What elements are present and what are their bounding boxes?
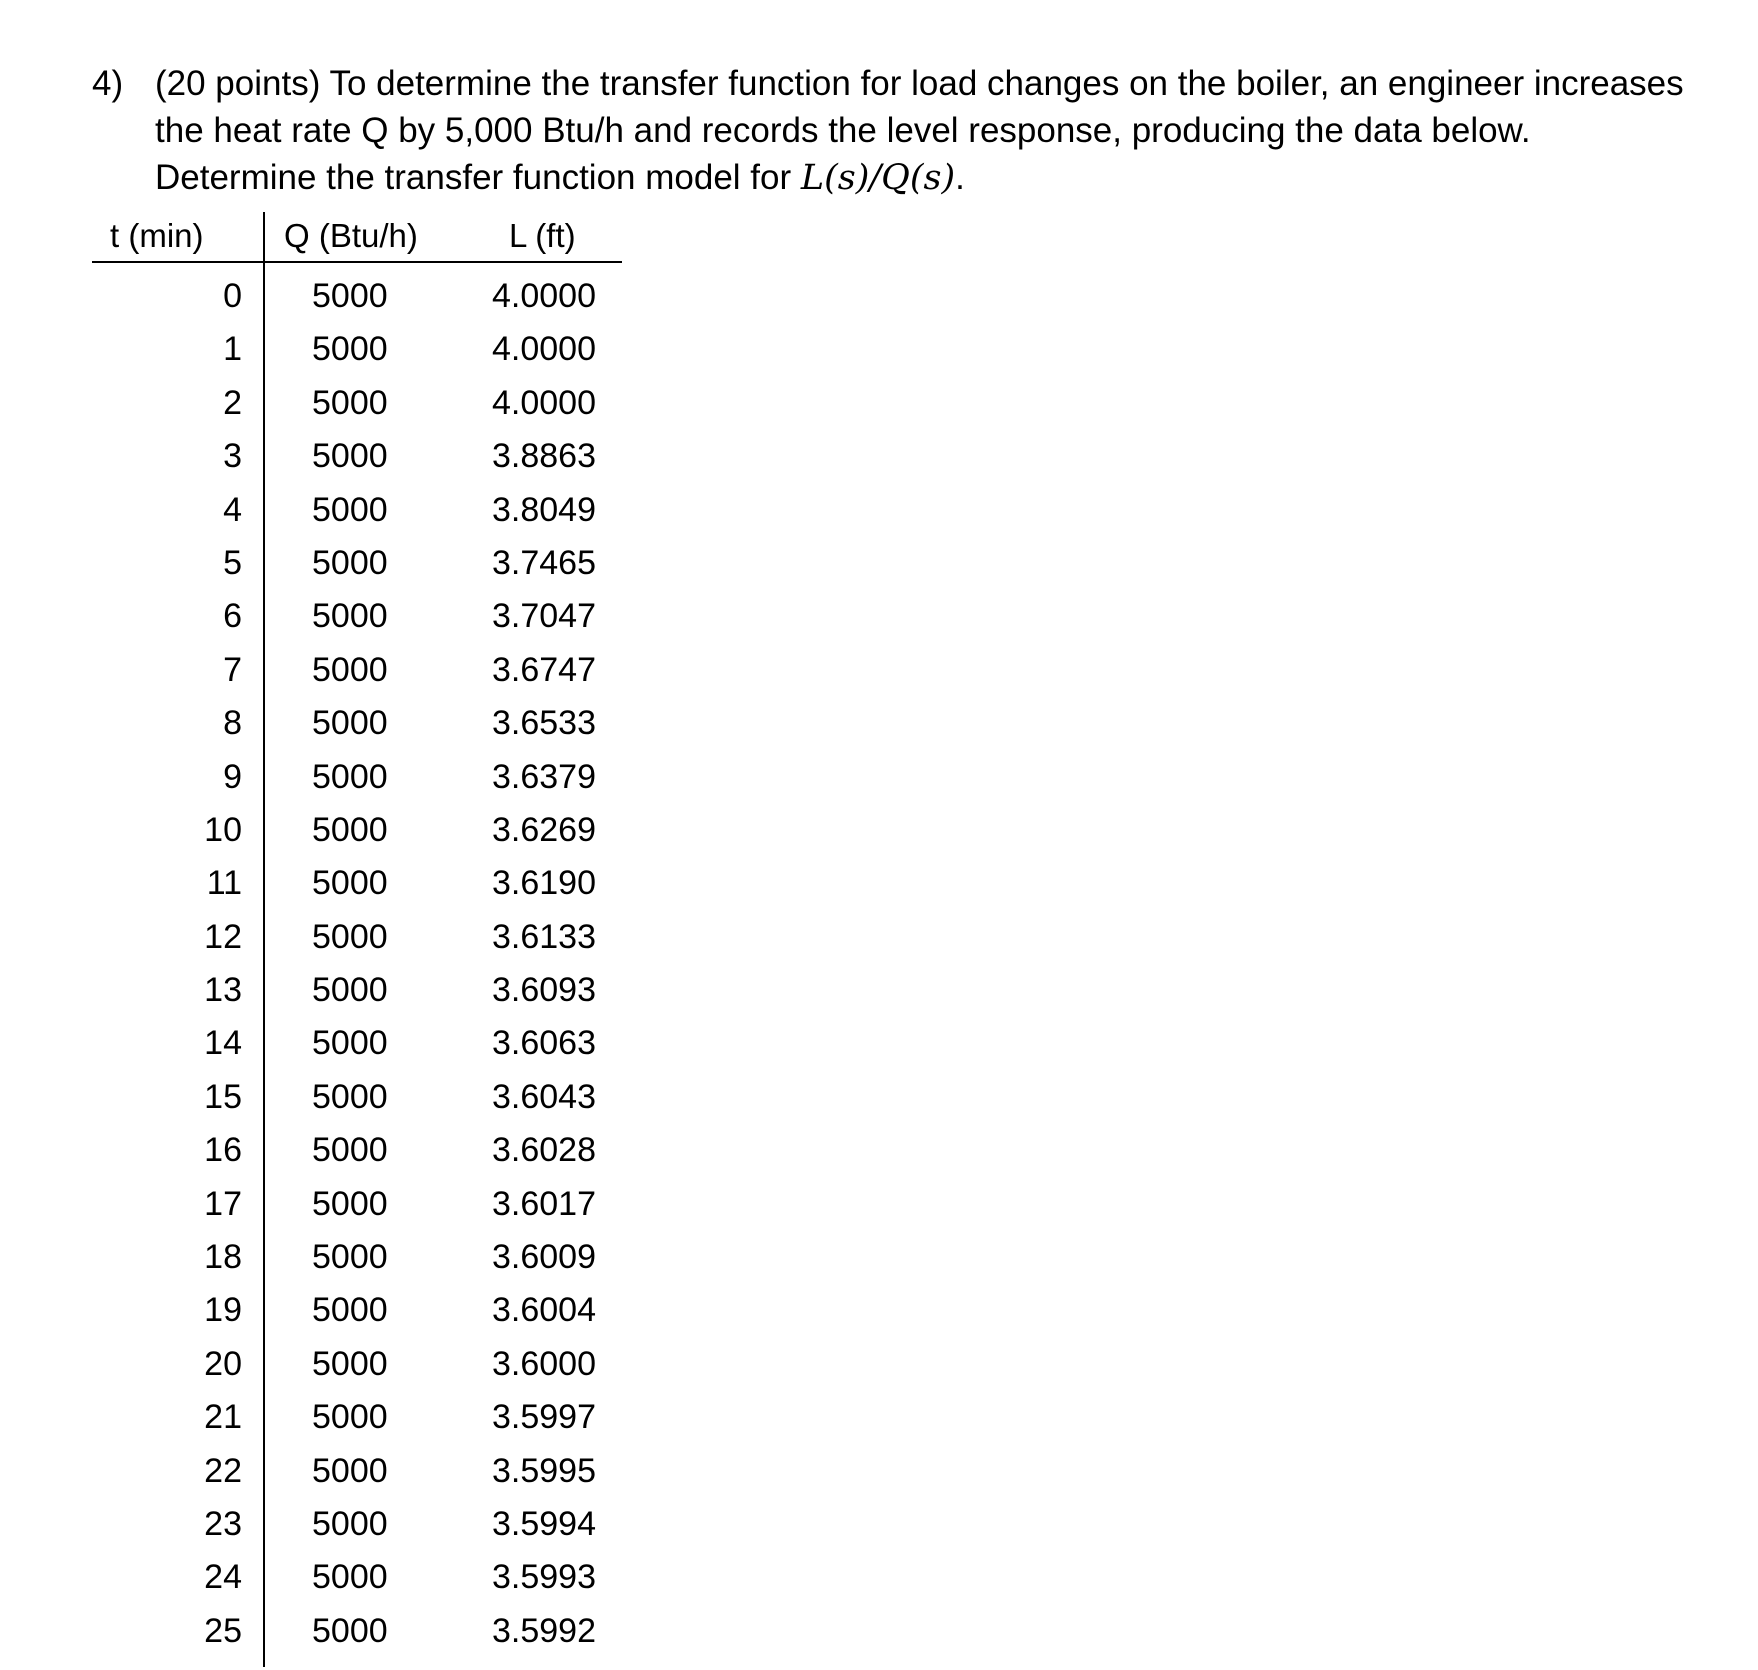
table-row <box>92 1284 622 1337</box>
cell-time: 5 <box>223 543 242 582</box>
cell-heat-rate: 5000 <box>312 490 388 529</box>
cell-level: 3.6093 <box>492 971 596 1010</box>
header-time: t (min) <box>110 217 204 254</box>
cell-time: 8 <box>223 704 242 743</box>
cell-level: 3.5993 <box>492 1558 596 1597</box>
cell-heat-rate: 5000 <box>312 1398 388 1437</box>
table-row <box>92 1178 622 1231</box>
table-row <box>92 751 622 804</box>
cell-level: 4.0000 <box>492 330 596 369</box>
table-row <box>92 1338 622 1391</box>
cell-time: 4 <box>223 490 242 529</box>
cell-level: 3.7047 <box>492 597 596 636</box>
cell-time: 24 <box>204 1558 242 1597</box>
table-row <box>92 1231 622 1284</box>
table-row <box>92 484 622 537</box>
cell-time: 11 <box>206 864 242 903</box>
cell-level: 3.8049 <box>492 490 596 529</box>
cell-level: 3.6133 <box>492 917 596 956</box>
cell-level: 3.8863 <box>492 437 596 476</box>
cell-time: 2 <box>223 383 242 422</box>
table-row <box>92 1605 622 1658</box>
problem-number: 4) <box>92 64 124 103</box>
cell-level: 3.6063 <box>492 1024 596 1063</box>
cell-level: 3.6269 <box>492 810 596 849</box>
table-body <box>92 270 622 1658</box>
cell-heat-rate: 5000 <box>312 597 388 636</box>
transfer-function-expression: L(s)/Q(s) <box>800 158 956 198</box>
cell-heat-rate: 5000 <box>312 1451 388 1490</box>
cell-heat-rate: 5000 <box>312 1291 388 1330</box>
cell-level: 3.6000 <box>492 1344 596 1383</box>
cell-heat-rate: 5000 <box>312 543 388 582</box>
table-row <box>92 1551 622 1604</box>
cell-level: 3.6009 <box>492 1238 596 1277</box>
cell-heat-rate: 5000 <box>312 383 388 422</box>
cell-level: 3.6004 <box>492 1291 596 1330</box>
table-row <box>92 377 622 430</box>
cell-time: 20 <box>204 1344 242 1383</box>
cell-level: 3.6747 <box>492 650 596 689</box>
cell-level: 3.5994 <box>492 1504 596 1543</box>
cell-level: 3.6017 <box>492 1184 596 1223</box>
table-row <box>92 1498 622 1551</box>
cell-heat-rate: 5000 <box>312 1611 388 1650</box>
cell-heat-rate: 5000 <box>312 277 388 315</box>
cell-time: 3 <box>223 437 242 476</box>
cell-heat-rate: 5000 <box>312 1504 388 1543</box>
cell-heat-rate: 5000 <box>312 971 388 1010</box>
table-row <box>92 1445 622 1498</box>
cell-heat-rate: 5000 <box>312 1024 388 1063</box>
cell-level: 3.7465 <box>492 543 596 582</box>
cell-level: 3.6043 <box>492 1077 596 1116</box>
table-row <box>92 644 622 697</box>
cell-heat-rate: 5000 <box>312 650 388 689</box>
cell-time: 0 <box>223 277 242 315</box>
table-row <box>92 1017 622 1070</box>
cell-time: 6 <box>223 597 242 636</box>
table-row <box>92 430 622 483</box>
cell-time: 21 <box>204 1398 242 1437</box>
problem-line-3 <box>155 154 965 202</box>
cell-heat-rate: 5000 <box>312 864 388 903</box>
cell-heat-rate: 5000 <box>312 437 388 476</box>
cell-time: 10 <box>204 810 242 849</box>
cell-heat-rate: 5000 <box>312 917 388 956</box>
cell-time: 25 <box>204 1611 242 1650</box>
cell-heat-rate: 5000 <box>312 1344 388 1383</box>
table-row <box>92 1124 622 1177</box>
cell-time: 7 <box>223 650 242 689</box>
cell-heat-rate: 5000 <box>312 757 388 796</box>
cell-level: 3.5997 <box>492 1398 596 1437</box>
problem-line-1: (20 points) To determine the transfer function for load changes on the boiler, an engineer increases <box>155 64 1684 103</box>
table-row <box>92 1071 622 1124</box>
table-row <box>92 697 622 750</box>
table-row <box>92 911 622 964</box>
cell-level: 3.6533 <box>492 704 596 743</box>
cell-level: 3.6190 <box>492 864 596 903</box>
problem-line-3-text: Determine the transfer function model for <box>155 158 801 197</box>
table-row <box>92 590 622 643</box>
cell-level: 3.6028 <box>492 1131 596 1170</box>
cell-heat-rate: 5000 <box>312 704 388 743</box>
cell-time: 19 <box>204 1291 242 1330</box>
cell-time: 15 <box>204 1077 242 1116</box>
cell-time: 17 <box>204 1184 242 1223</box>
table-row <box>92 804 622 857</box>
table-row <box>92 323 622 376</box>
table-row <box>92 270 622 323</box>
cell-time: 13 <box>204 971 242 1010</box>
cell-level: 3.5992 <box>492 1611 596 1650</box>
cell-heat-rate: 5000 <box>312 330 388 369</box>
table-row <box>92 857 622 910</box>
cell-time: 16 <box>204 1131 242 1170</box>
cell-level: 4.0000 <box>492 277 596 315</box>
problem-line-2: the heat rate Q by 5,000 Btu/h and records the level response, producing the data below. <box>155 111 1531 150</box>
cell-heat-rate: 5000 <box>312 1238 388 1277</box>
cell-time: 1 <box>223 330 242 369</box>
cell-heat-rate: 5000 <box>312 1131 388 1170</box>
table-row <box>92 964 622 1017</box>
cell-heat-rate: 5000 <box>312 1558 388 1597</box>
cell-time: 9 <box>223 757 242 796</box>
cell-time: 14 <box>204 1024 242 1063</box>
cell-level: 4.0000 <box>492 383 596 422</box>
cell-heat-rate: 5000 <box>312 810 388 849</box>
table-row <box>92 1391 622 1444</box>
cell-level: 3.6379 <box>492 757 596 796</box>
cell-time: 23 <box>204 1504 242 1543</box>
cell-heat-rate: 5000 <box>312 1184 388 1223</box>
cell-level: 3.5995 <box>492 1451 596 1490</box>
cell-time: 22 <box>204 1451 242 1490</box>
cell-heat-rate: 5000 <box>312 1077 388 1116</box>
header-heat-rate: Q (Btu/h) <box>284 217 418 254</box>
problem-line-3-period: . <box>955 158 965 197</box>
cell-time: 12 <box>204 917 242 956</box>
header-underline <box>92 261 622 263</box>
header-level: L (ft) <box>509 217 576 254</box>
cell-time: 18 <box>204 1238 242 1277</box>
table-row <box>92 537 622 590</box>
